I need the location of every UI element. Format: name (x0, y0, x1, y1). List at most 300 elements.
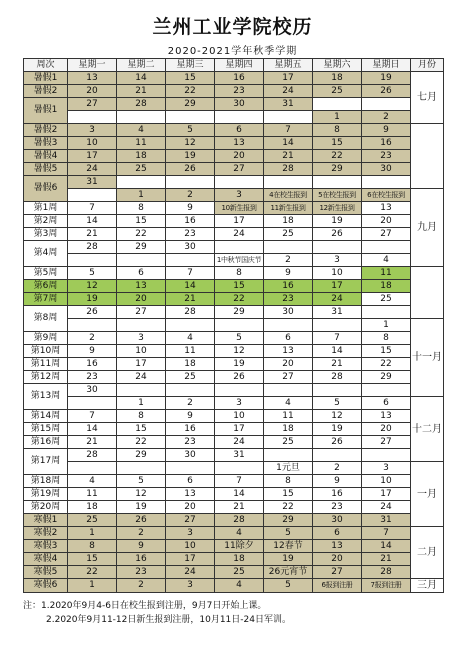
day-cell: 3 (362, 462, 411, 475)
day-cell: 26 (362, 85, 411, 98)
day-cell: 14 (166, 280, 215, 293)
day-cell: 8 (313, 124, 362, 137)
day-cell: 2 (166, 189, 215, 202)
day-cell: 14 (117, 72, 166, 85)
day-cell: 8 (264, 475, 313, 488)
day-cell: 3 (117, 332, 166, 345)
day-cell: 8 (117, 410, 166, 423)
calendar-row (24, 488, 444, 501)
week-label: 第9周 (24, 332, 68, 345)
day-cell: 15 (313, 137, 362, 150)
month-label: 九月 (411, 189, 444, 267)
calendar-row (24, 280, 444, 293)
week-label: 第20周 (24, 501, 68, 514)
day-cell (264, 111, 313, 124)
day-cell: 5 (117, 475, 166, 488)
day-cell: 29 (117, 241, 166, 254)
day-cell: 13 (68, 72, 117, 85)
week-label: 寒假5 (24, 566, 68, 579)
calendar-row (24, 137, 444, 150)
day-cell: 1 (117, 397, 166, 410)
day-cell (117, 384, 166, 397)
day-cell (166, 111, 215, 124)
day-cell: 19 (117, 501, 166, 514)
day-cell: 15 (117, 423, 166, 436)
day-cell: 25 (313, 85, 362, 98)
calendar-row (24, 397, 444, 410)
day-cell: 3 (166, 527, 215, 540)
day-cell: 24 (166, 566, 215, 579)
day-cell: 22 (117, 436, 166, 449)
day-cell: 23 (362, 150, 411, 163)
calendar-row (24, 85, 444, 98)
calendar-row (24, 98, 444, 111)
day-cell: 22 (117, 228, 166, 241)
day-cell: 28 (117, 98, 166, 111)
day-cell: 28 (166, 306, 215, 319)
month-label: 一月 (411, 462, 444, 527)
day-cell: 30 (215, 98, 264, 111)
calendar-row (24, 358, 444, 371)
day-cell: 29 (264, 514, 313, 527)
day-cell: 2 (264, 254, 313, 267)
day-cell: 20 (313, 553, 362, 566)
day-cell: 8 (117, 202, 166, 215)
day-cell: 24 (215, 228, 264, 241)
calendar-row (24, 124, 444, 137)
day-cell: 13 (313, 540, 362, 553)
day-cell: 24 (313, 293, 362, 306)
month-label: 三月 (411, 579, 444, 593)
day-cell: 1元旦 (264, 462, 313, 475)
day-cell (68, 189, 117, 202)
day-cell: 16 (313, 488, 362, 501)
day-cell (166, 319, 215, 332)
day-cell (68, 462, 117, 475)
day-cell: 16 (68, 358, 117, 371)
column-header: 周次 (24, 59, 68, 72)
week-label: 第11周 (24, 358, 68, 371)
day-cell (166, 254, 215, 267)
month-label: 十一月 (411, 319, 444, 397)
day-cell: 15 (68, 553, 117, 566)
calendar-row (24, 215, 444, 228)
calendar-row (24, 319, 444, 332)
day-cell (117, 319, 166, 332)
week-label: 第5周 (24, 267, 68, 280)
day-cell (313, 319, 362, 332)
day-cell: 29 (362, 371, 411, 384)
day-cell: 26 (313, 228, 362, 241)
day-cell: 11 (264, 410, 313, 423)
week-label: 第7周 (24, 293, 68, 306)
day-cell: 9 (166, 202, 215, 215)
day-cell: 21 (166, 293, 215, 306)
day-cell: 11 (117, 137, 166, 150)
day-cell: 25 (166, 371, 215, 384)
day-cell: 17 (117, 358, 166, 371)
day-cell: 8 (68, 540, 117, 553)
day-cell: 25 (264, 228, 313, 241)
day-cell: 20 (117, 293, 166, 306)
week-label: 暑假2 (24, 124, 68, 137)
week-label: 第13周 (24, 384, 68, 410)
day-cell: 7 (313, 332, 362, 345)
day-cell: 11 (362, 267, 411, 280)
day-cell: 6 (166, 475, 215, 488)
day-cell: 4 (362, 254, 411, 267)
day-cell: 9 (264, 267, 313, 280)
day-cell: 17 (362, 488, 411, 501)
calendar-row (24, 553, 444, 566)
day-cell: 13 (362, 202, 411, 215)
day-cell (362, 241, 411, 254)
week-label: 第19周 (24, 488, 68, 501)
day-cell: 6报到注册 (313, 579, 362, 593)
calendar-row (24, 306, 444, 319)
day-cell: 20 (362, 423, 411, 436)
day-cell: 18 (313, 72, 362, 85)
calendar-row (24, 579, 444, 593)
day-cell: 10 (313, 267, 362, 280)
day-cell (264, 449, 313, 462)
day-cell (362, 449, 411, 462)
day-cell (166, 462, 215, 475)
day-cell: 30 (313, 514, 362, 527)
day-cell (264, 241, 313, 254)
day-cell (215, 241, 264, 254)
week-label: 第14周 (24, 410, 68, 423)
day-cell: 31 (264, 98, 313, 111)
day-cell: 18 (264, 423, 313, 436)
day-cell: 27 (68, 98, 117, 111)
day-cell: 13 (264, 345, 313, 358)
calendar-row (24, 540, 444, 553)
day-cell: 10 (68, 137, 117, 150)
day-cell: 13 (117, 280, 166, 293)
day-cell: 21 (117, 85, 166, 98)
day-cell: 30 (166, 241, 215, 254)
calendar-row (24, 384, 444, 397)
day-cell: 7 (68, 202, 117, 215)
day-cell: 30 (68, 384, 117, 397)
day-cell: 20 (362, 215, 411, 228)
column-header: 星期三 (166, 59, 215, 72)
day-cell: 18 (166, 358, 215, 371)
day-cell: 17 (68, 150, 117, 163)
day-cell: 6 (362, 397, 411, 410)
day-cell: 13 (362, 410, 411, 423)
day-cell: 12 (117, 488, 166, 501)
day-cell: 23 (166, 228, 215, 241)
column-header: 星期一 (68, 59, 117, 72)
day-cell: 26 (68, 306, 117, 319)
day-cell: 24 (68, 163, 117, 176)
day-cell: 17 (215, 215, 264, 228)
week-label: 第12周 (24, 371, 68, 384)
day-cell: 1中秋节国庆节 (215, 254, 264, 267)
day-cell (362, 176, 411, 189)
calendar-row (24, 241, 444, 254)
calendar-row (24, 72, 444, 85)
day-cell: 21 (313, 358, 362, 371)
day-cell: 15 (264, 488, 313, 501)
calendar-row (24, 449, 444, 462)
day-cell: 19 (362, 72, 411, 85)
day-cell: 21 (68, 228, 117, 241)
day-cell: 23 (215, 85, 264, 98)
day-cell: 5 (68, 267, 117, 280)
column-header: 星期五 (264, 59, 313, 72)
day-cell: 14 (68, 423, 117, 436)
day-cell (117, 462, 166, 475)
day-cell: 26 (117, 514, 166, 527)
week-label: 暑假6 (24, 176, 68, 202)
calendar-body (24, 72, 444, 593)
week-label: 第2周 (24, 215, 68, 228)
week-label: 暑假4 (24, 150, 68, 163)
note-line-1: 注：1.2020年9月4-6日在校生报到注册，9月7日开始上课。 (23, 601, 267, 611)
day-cell: 27 (117, 306, 166, 319)
day-cell: 14 (215, 488, 264, 501)
day-cell: 9 (117, 540, 166, 553)
day-cell: 16 (215, 72, 264, 85)
day-cell: 3 (215, 397, 264, 410)
day-cell: 12 (313, 410, 362, 423)
day-cell: 16 (264, 280, 313, 293)
day-cell (264, 384, 313, 397)
month-label: 十二月 (411, 397, 444, 462)
day-cell: 16 (362, 137, 411, 150)
day-cell: 1 (117, 189, 166, 202)
day-cell (313, 176, 362, 189)
day-cell (313, 241, 362, 254)
day-cell: 21 (264, 150, 313, 163)
day-cell: 17 (313, 280, 362, 293)
day-cell (117, 176, 166, 189)
note-line-2: 2.2020年9月11-12日新生报到注册，10月11日-24日军训。 (46, 615, 291, 625)
day-cell: 7 (166, 267, 215, 280)
day-cell: 30 (264, 306, 313, 319)
week-label: 暑假1 (24, 98, 68, 124)
day-cell (117, 111, 166, 124)
day-cell: 4 (264, 397, 313, 410)
school-calendar-table (23, 58, 444, 593)
day-cell (313, 384, 362, 397)
day-cell: 30 (166, 449, 215, 462)
day-cell: 15 (166, 72, 215, 85)
day-cell: 7报到注册 (362, 579, 411, 593)
day-cell: 18 (68, 501, 117, 514)
day-cell: 22 (264, 501, 313, 514)
week-label: 暑假3 (24, 137, 68, 150)
day-cell: 10 (166, 540, 215, 553)
week-label: 第4周 (24, 241, 68, 267)
day-cell: 11 (68, 488, 117, 501)
day-cell: 15 (362, 345, 411, 358)
day-cell (215, 319, 264, 332)
day-cell: 27 (166, 514, 215, 527)
day-cell: 17 (215, 423, 264, 436)
day-cell: 6 (264, 332, 313, 345)
calendar-row (24, 436, 444, 449)
calendar-row (24, 202, 444, 215)
day-cell: 22 (68, 566, 117, 579)
day-cell: 27 (362, 228, 411, 241)
day-cell: 25 (362, 293, 411, 306)
day-cell: 24 (117, 371, 166, 384)
day-cell: 21 (215, 501, 264, 514)
day-cell: 5 (264, 527, 313, 540)
day-cell (215, 462, 264, 475)
day-cell (362, 384, 411, 397)
week-label: 寒假4 (24, 553, 68, 566)
day-cell: 22 (215, 293, 264, 306)
day-cell: 10 (362, 475, 411, 488)
day-cell: 6 (313, 527, 362, 540)
day-cell: 2 (313, 462, 362, 475)
calendar-row (24, 527, 444, 540)
day-cell: 11除夕 (215, 540, 264, 553)
day-cell: 4 (215, 579, 264, 593)
day-cell (264, 176, 313, 189)
calendar-row (24, 371, 444, 384)
day-cell: 19 (215, 358, 264, 371)
calendar-row (24, 332, 444, 345)
day-cell: 5在校生报到 (313, 189, 362, 202)
calendar-row (24, 163, 444, 176)
week-label: 暑假2 (24, 85, 68, 98)
week-label: 第15周 (24, 423, 68, 436)
day-cell: 27 (264, 371, 313, 384)
day-cell: 5 (166, 124, 215, 137)
week-label: 第18周 (24, 475, 68, 488)
day-cell: 19 (313, 423, 362, 436)
day-cell: 10新生报到 (215, 202, 264, 215)
day-cell: 3 (313, 254, 362, 267)
day-cell: 20 (215, 150, 264, 163)
day-cell: 25 (68, 514, 117, 527)
day-cell: 22 (313, 150, 362, 163)
day-cell: 12 (166, 137, 215, 150)
day-cell: 27 (362, 436, 411, 449)
week-label: 暑假5 (24, 163, 68, 176)
week-label: 寒假2 (24, 527, 68, 540)
day-cell (313, 449, 362, 462)
calendar-row (24, 475, 444, 488)
day-cell: 5 (264, 579, 313, 593)
day-cell: 3 (68, 124, 117, 137)
day-cell: 26 (215, 371, 264, 384)
day-cell: 28 (313, 371, 362, 384)
day-cell: 7 (68, 410, 117, 423)
day-cell: 19 (313, 215, 362, 228)
calendar-row (24, 501, 444, 514)
day-cell: 8 (362, 332, 411, 345)
day-cell: 14 (68, 215, 117, 228)
calendar-row (24, 293, 444, 306)
day-cell: 31 (362, 514, 411, 527)
day-cell: 28 (362, 566, 411, 579)
week-label: 寒假1 (24, 514, 68, 527)
day-cell: 17 (166, 553, 215, 566)
day-cell: 12春节 (264, 540, 313, 553)
month-label: 七月 (411, 72, 444, 124)
day-cell (313, 98, 362, 111)
day-cell: 4在校生报到 (264, 189, 313, 202)
day-cell: 12 (68, 280, 117, 293)
day-cell: 18 (362, 280, 411, 293)
day-cell: 7 (362, 527, 411, 540)
day-cell: 9 (362, 124, 411, 137)
week-label: 寒假3 (24, 540, 68, 553)
day-cell (68, 397, 117, 410)
day-cell: 9 (166, 410, 215, 423)
day-cell: 4 (68, 475, 117, 488)
day-cell: 18 (117, 150, 166, 163)
day-cell: 29 (117, 449, 166, 462)
day-cell (68, 319, 117, 332)
day-cell: 10 (117, 345, 166, 358)
day-cell: 21 (68, 436, 117, 449)
day-cell: 24 (215, 436, 264, 449)
day-cell: 16 (166, 423, 215, 436)
day-cell: 19 (68, 293, 117, 306)
day-cell (215, 111, 264, 124)
day-cell: 17 (264, 72, 313, 85)
day-cell: 18 (264, 215, 313, 228)
day-cell: 12 (215, 345, 264, 358)
week-label: 暑假1 (24, 72, 68, 85)
day-cell: 1 (68, 527, 117, 540)
calendar-row (24, 111, 444, 124)
day-cell: 2 (166, 397, 215, 410)
day-cell: 25 (264, 436, 313, 449)
header-row (24, 59, 444, 72)
day-cell: 24 (264, 85, 313, 98)
calendar-row (24, 254, 444, 267)
day-cell (215, 384, 264, 397)
day-cell: 12新生报到 (313, 202, 362, 215)
day-cell (166, 384, 215, 397)
day-cell (362, 98, 411, 111)
calendar-row (24, 410, 444, 423)
day-cell: 23 (166, 436, 215, 449)
week-label: 第6周 (24, 280, 68, 293)
day-cell: 13 (215, 137, 264, 150)
day-cell: 20 (166, 501, 215, 514)
day-cell: 25 (117, 163, 166, 176)
day-cell: 29 (166, 98, 215, 111)
day-cell: 11新生报到 (264, 202, 313, 215)
day-cell: 15 (117, 215, 166, 228)
day-cell: 29 (313, 163, 362, 176)
day-cell: 2 (117, 527, 166, 540)
day-cell: 2 (117, 579, 166, 593)
day-cell (117, 254, 166, 267)
month-label: 二月 (411, 527, 444, 579)
column-header: 星期六 (313, 59, 362, 72)
calendar-row (24, 150, 444, 163)
day-cell: 28 (215, 514, 264, 527)
day-cell: 6 (215, 124, 264, 137)
day-cell: 1 (313, 111, 362, 124)
day-cell (68, 111, 117, 124)
day-cell: 20 (68, 85, 117, 98)
week-label: 寒假6 (24, 579, 68, 593)
day-cell: 22 (166, 85, 215, 98)
day-cell: 14 (313, 345, 362, 358)
